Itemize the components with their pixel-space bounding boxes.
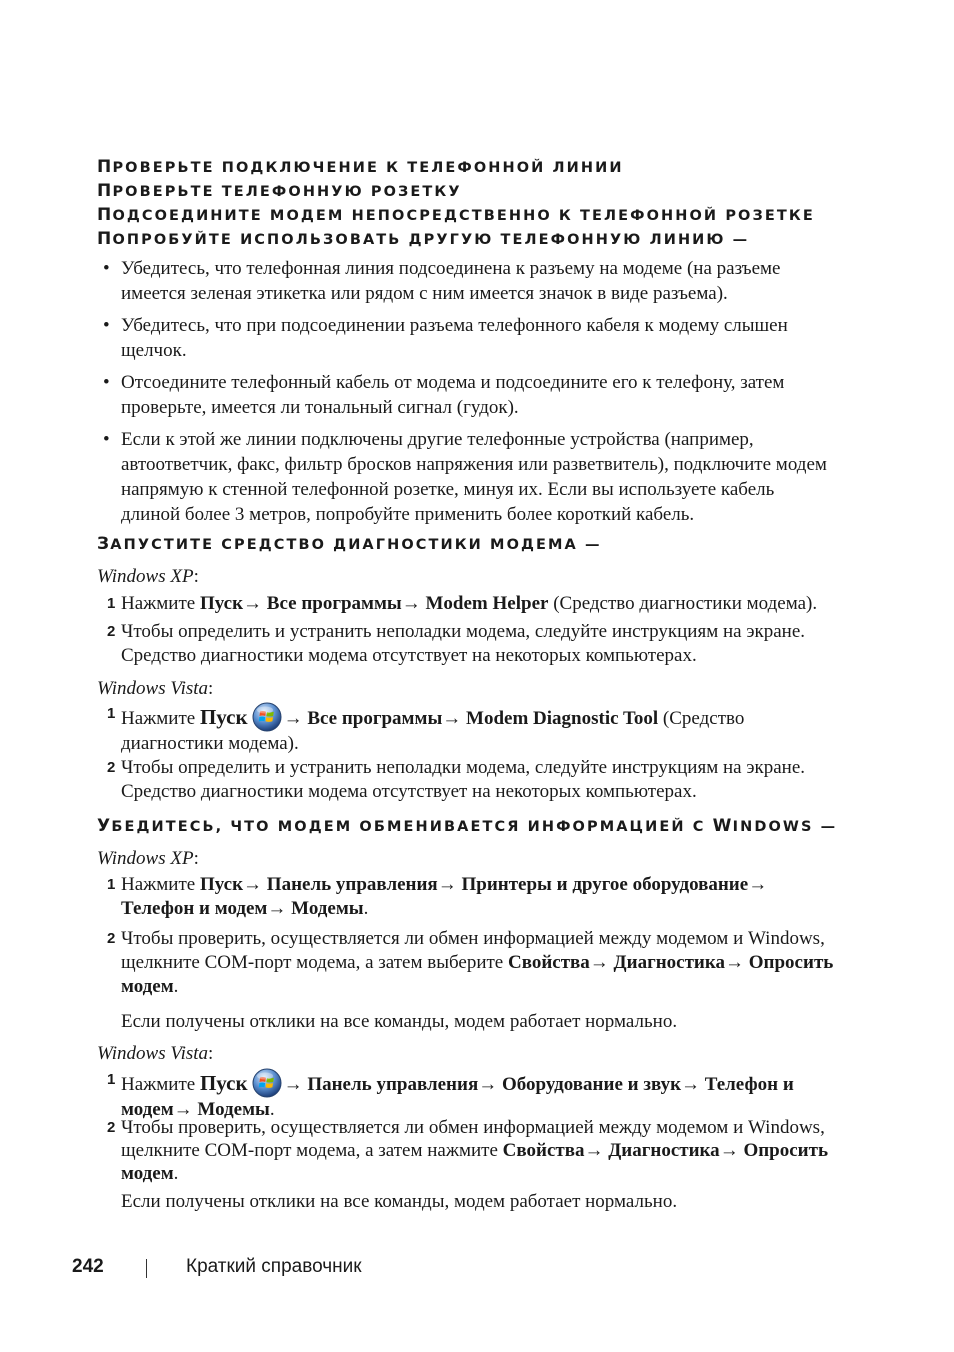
list-item: • Отсоедините телефонный кабель от модема и подсоедините его к телефону, затем проверьте, имеется ли тональный сигнал (гудок).	[103, 372, 785, 418]
footer-divider	[146, 1259, 147, 1278]
bullet-icon: •	[103, 258, 110, 279]
bullet-icon: •	[103, 429, 110, 450]
bullet-list	[97, 256, 837, 534]
os-label-vista: Windows Vista:	[97, 678, 214, 699]
heading-run-modem-diagnostics: ЗАПУСТИТЕ СРЕДСТВО ДИАГНОСТИКИ МОДЕМА —	[97, 534, 602, 554]
heading-try-another-line: ПОПРОБУЙТЕ ИСПОЛЬЗОВАТЬ ДРУГУЮ ТЕЛЕФОННУЮ ЛИНИЮ —	[97, 229, 750, 249]
heading-connect-modem-directly: ПОДСОЕДИНИТЕ МОДЕМ НЕПОСРЕДСТВЕННО К ТЕЛЕФОННОЙ РОЗЕТКЕ	[97, 205, 815, 225]
list-item: • Убедитесь, что при подсоединении разъема телефонного кабеля к модему слышен щелчок.	[103, 315, 788, 361]
step-number: 2	[107, 623, 116, 640]
comm-vista-step-1: 1 Нажмите Пуск → Панель управления→ Оборудование и звук→ Телефон и модем→ Модемы.	[97, 1068, 837, 1121]
comm-xp-step-1: 1 Нажмите Пуск→ Панель управления→ Принтеры и другое оборудование→ Телефон и модем→ Модемы.	[107, 874, 768, 919]
step-number: 1	[107, 705, 116, 722]
step-number: 1	[107, 876, 116, 893]
troubleshoot-headings	[97, 156, 877, 252]
page-number: 242	[72, 1256, 104, 1277]
step-number: 1	[107, 595, 116, 612]
heading-check-line-connection: ПРОВЕРЬТЕ ПОДКЛЮЧЕНИЕ К ТЕЛЕФОННОЙ ЛИНИИ	[97, 157, 624, 177]
diag-vista-step-2: 2 Чтобы определить и устранить неполадки модема, следуйте инструкциям на экране. Средство диагностики модема отсутствует на некоторых компьютерах.	[107, 757, 805, 802]
step-number: 2	[107, 759, 116, 776]
comm-vista-step-2: 2 Чтобы проверить, осуществляется ли обмен информацией между модемом и Windows, щелкните COM-порт модема, а затем нажмите Свойства→ Диагностика→ Опросить модем.	[107, 1117, 828, 1184]
comm-xp-step-2: 2 Чтобы проверить, осуществляется ли обмен информацией между модемом и Windows, щелкните COM-порт модема, а затем выберите Свойства→ Диагностика→ Опросить модем.	[107, 928, 834, 997]
heading-verify-modem-communication: УБЕДИТЕСЬ, ЧТО МОДЕМ ОБМЕНИВАЕТСЯ ИНФОРМАЦИЕЙ С WINDOWS —	[97, 816, 838, 836]
step-number: 2	[107, 1119, 116, 1136]
comm-xp-note: Если получены отклики на все команды, модем работает нормально.	[121, 1011, 678, 1032]
os-label-xp: Windows XP:	[97, 566, 199, 587]
diag-xp-step-2: 2 Чтобы определить и устранить неполадки модема, следуйте инструкциям на экране. Средство диагностики модема отсутствует на некоторых компьютерах.	[107, 621, 805, 666]
step-number: 1	[107, 1071, 116, 1088]
windows-start-orb-icon	[252, 702, 282, 732]
heading-check-wall-jack: ПРОВЕРЬТЕ ТЕЛЕФОННУЮ РОЗЕТКУ	[97, 181, 462, 201]
os-label-xp: Windows XP:	[97, 848, 199, 869]
bullet-icon: •	[103, 315, 110, 336]
windows-start-orb-icon	[252, 1068, 282, 1098]
diag-vista-step-1: 1 Нажмите Пуск → Все программы→ Modem Diagnostic Tool (Средство диагностики модема).	[97, 702, 837, 756]
comm-vista-note: Если получены отклики на все команды, модем работает нормально.	[121, 1191, 678, 1212]
list-item: • Убедитесь, что телефонная линия подсоединена к разъему на модеме (на разъеме имеется зеленая этикетка или рядом с ним имеется значок в виде разъема).	[103, 258, 781, 304]
step-number: 2	[107, 930, 116, 947]
page-footer	[72, 1256, 672, 1284]
list-item: • Если к этой же линии подключены другие телефонные устройства (например, автоответчик, факс, фильтр бросков напряжения или разветвитель), подключите модем напрямую к стенной телефонной розетке, минуя их. Если вы используете кабель длиной более 3 метров, попробуйте применить более короткий кабель.	[103, 429, 827, 525]
bullet-icon: •	[103, 372, 110, 393]
diag-xp-step-1: 1 Нажмите Пуск→ Все программы→ Modem Helper (Средство диагностики модема).	[107, 593, 818, 614]
section-title: Краткий справочник	[186, 1256, 362, 1277]
os-label-vista: Windows Vista:	[97, 1043, 214, 1064]
